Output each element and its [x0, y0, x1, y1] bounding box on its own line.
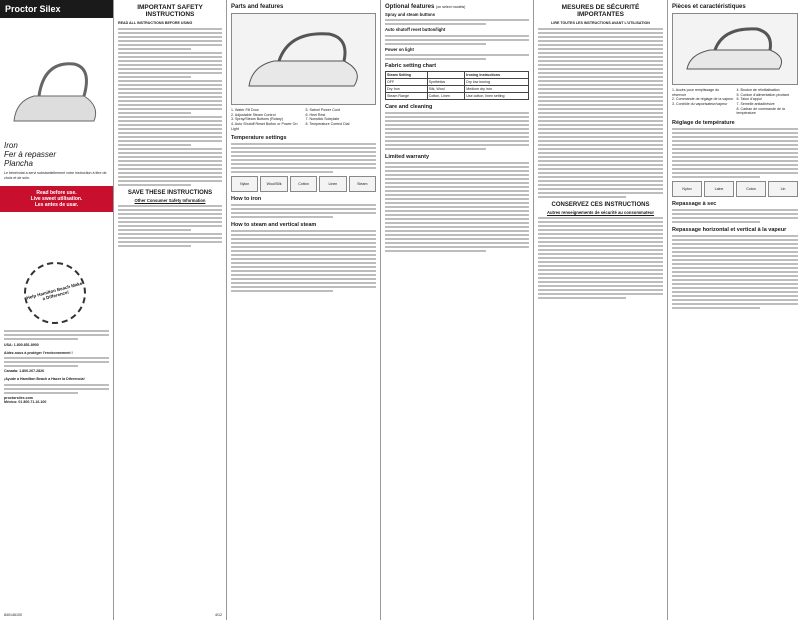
fr-fabric-cotton: Coton — [736, 181, 766, 197]
features-title: Optional features — [385, 4, 435, 10]
french-safety-column — [533, 0, 667, 620]
table-cell: Silk, Wool — [427, 86, 465, 93]
fabric-chart-title: Fabric setting chart — [385, 63, 437, 70]
page-number: 4/12 — [215, 613, 222, 617]
help-badge: Help Hamilton Beach Make a Difference! — [17, 255, 93, 331]
parts-title: Parts and features — [231, 4, 284, 10]
howto-title: How to iron — [231, 196, 262, 203]
safety-title: IMPORTANT SAFETY INSTRUCTIONS — [137, 4, 203, 18]
cover-titles — [0, 141, 113, 180]
table-header-instructions: Ironing Instructions — [465, 72, 529, 79]
banner-line-en: Read before use. — [36, 190, 77, 197]
other-info-title: Other Consumer Safety Information — [134, 197, 206, 203]
website: proctorsilex.com — [4, 395, 33, 400]
fr-fabric-icons — [672, 181, 798, 197]
fr-part-6: 6. Talon d'appui — [736, 97, 762, 102]
part-3: 3. Spray/Steam Buttons (Rotary) — [231, 117, 283, 122]
banner-line-fr: Live sweet utilisation. — [30, 196, 83, 203]
part-6: 6. Heel Rest — [305, 112, 326, 117]
fabric-wool: Wool/Silk — [260, 176, 287, 192]
table-cell: Steam Range — [386, 93, 428, 100]
safety-body — [118, 28, 222, 186]
fabric-linen: Linen — [319, 176, 346, 192]
parts-diagram — [231, 13, 376, 105]
fr-dry-title: Repassage à sec — [672, 201, 717, 208]
heading-es: ¡Ayude a Hamilton Beach a Hacer la Diferencia! — [4, 377, 85, 382]
brand-logo: Proctor Silex — [0, 0, 113, 18]
fr-part-5: 5. Cordon d'alimentation pivotant — [736, 92, 789, 97]
fabric-steam: Steam — [349, 176, 376, 192]
fr-temp-title: Réglage de température — [672, 120, 735, 127]
steam-title: How to steam and vertical steam — [231, 222, 317, 229]
fr-other-title: Autres renseignements de sécurité au consommateur — [546, 209, 655, 215]
read-before-banner — [0, 186, 113, 212]
features-column — [380, 0, 533, 620]
title-es: Plancha — [4, 159, 33, 168]
fr-part-4: 4. Bouton de réinitialisation — [736, 88, 780, 92]
table-cell: Cotton, Linen — [427, 93, 465, 100]
fabric-nylon: Nylon — [231, 176, 258, 192]
part-8: 8. Temperature Control Dial — [305, 122, 350, 127]
feature-power-light: Power on light — [385, 46, 414, 52]
table-header-steam: Steam Setting — [386, 72, 428, 79]
fr-part-1: 1. Accès pour remplissage du réservoir — [672, 88, 720, 97]
fr-parts-title: Pièces et caractéristiques — [672, 4, 746, 10]
table-cell: Dry Iron — [386, 86, 428, 93]
title-fr: Fer à repasser — [4, 150, 57, 159]
fr-parts-diagram — [672, 13, 798, 85]
fr-part-3: 3. Contrôle du vaporisateur/vapeur — [672, 102, 728, 107]
fr-safety-subtitle: LIRE TOUTES LES INSTRUCTIONS AVANT L'UTILISATION — [551, 21, 650, 25]
care-title: Care and cleaning — [385, 104, 433, 111]
fr-save-title: CONSERVEZ CES INSTRUCTIONS — [551, 201, 650, 208]
safety-column — [113, 0, 226, 620]
banner-line-es: Les antes de usar. — [34, 202, 79, 209]
cover-contacts — [4, 328, 109, 405]
safety-subtitle: READ ALL INSTRUCTIONS BEFORE USING — [118, 21, 193, 25]
fr-part-8: 8. Cadran de commande de la température — [736, 106, 785, 116]
iron-parts-fr-icon — [675, 17, 795, 81]
table-cell: Dry low ironing — [465, 79, 529, 86]
parts-column — [226, 0, 380, 620]
table-cell: OFF — [386, 79, 428, 86]
fr-part-2: 2. Commande de réglage de la vapeur — [672, 97, 734, 102]
usa-phone: USA: 1.800.851.8900 — [4, 343, 39, 347]
part-1: 1. Water Fill Door — [231, 108, 259, 112]
part-5: 5. Swivel Power Cord — [305, 108, 340, 112]
feature-spray: Spray and steam buttons — [385, 12, 436, 17]
title-en: Iron — [4, 141, 18, 150]
table-cell: Use cotton, linen setting — [465, 93, 529, 100]
warranty-title: Limited warranty — [385, 154, 430, 161]
fabric-cotton: Cotton — [290, 176, 317, 192]
save-instructions-title: SAVE THESE INSTRUCTIONS — [127, 189, 213, 196]
temp-title: Temperature settings — [231, 135, 287, 142]
iron-parts-icon — [234, 16, 374, 102]
fabric-icons — [231, 176, 376, 192]
features-subtitle: (on select models) — [436, 5, 466, 9]
fr-safety-title: MESURES DE SÉCURITÉ IMPORTANTES — [561, 4, 640, 18]
french-parts-column — [667, 0, 802, 620]
fr-fabric-nylon: Nylon — [672, 181, 702, 197]
feature-autoshutoff: Auto shutoff reset button/light — [385, 27, 446, 33]
table-cell: Synthetics — [427, 79, 465, 86]
intro-text: Le bénévolat a servi substantiellement votre instruction à titre de choix et de soin. — [4, 171, 107, 180]
fr-fabric-wool: Laine — [704, 181, 734, 197]
part-2: 2. Adjustable Steam Control — [231, 112, 276, 117]
mexico-phone: México: 01 800.71.16.100 — [4, 400, 47, 405]
part-number: 840146100 — [4, 613, 22, 617]
table-cell: Medium dry iron — [465, 86, 529, 93]
part-4: 4. Auto Shutoff Reset Button or Power On Light — [231, 122, 298, 131]
fr-fabric-linen: Lin — [768, 181, 798, 197]
cover-image — [4, 26, 109, 141]
part-7: 7. Nonstick Soleplate — [305, 117, 340, 122]
fr-steam-title: Repassage horizontal et vertical à la vapeur — [672, 227, 787, 234]
fr-part-7: 7. Semelle antiadhésive — [736, 102, 775, 107]
heading-fr: Aidez-nous à protéger l'environnement ! — [4, 350, 73, 355]
canada-phone: Canada: 1.800.267.2826 — [4, 369, 45, 374]
fabric-table — [385, 71, 529, 100]
cover-column — [0, 0, 113, 620]
table-header-blank — [427, 72, 465, 79]
iron-illustration-icon — [4, 26, 108, 136]
